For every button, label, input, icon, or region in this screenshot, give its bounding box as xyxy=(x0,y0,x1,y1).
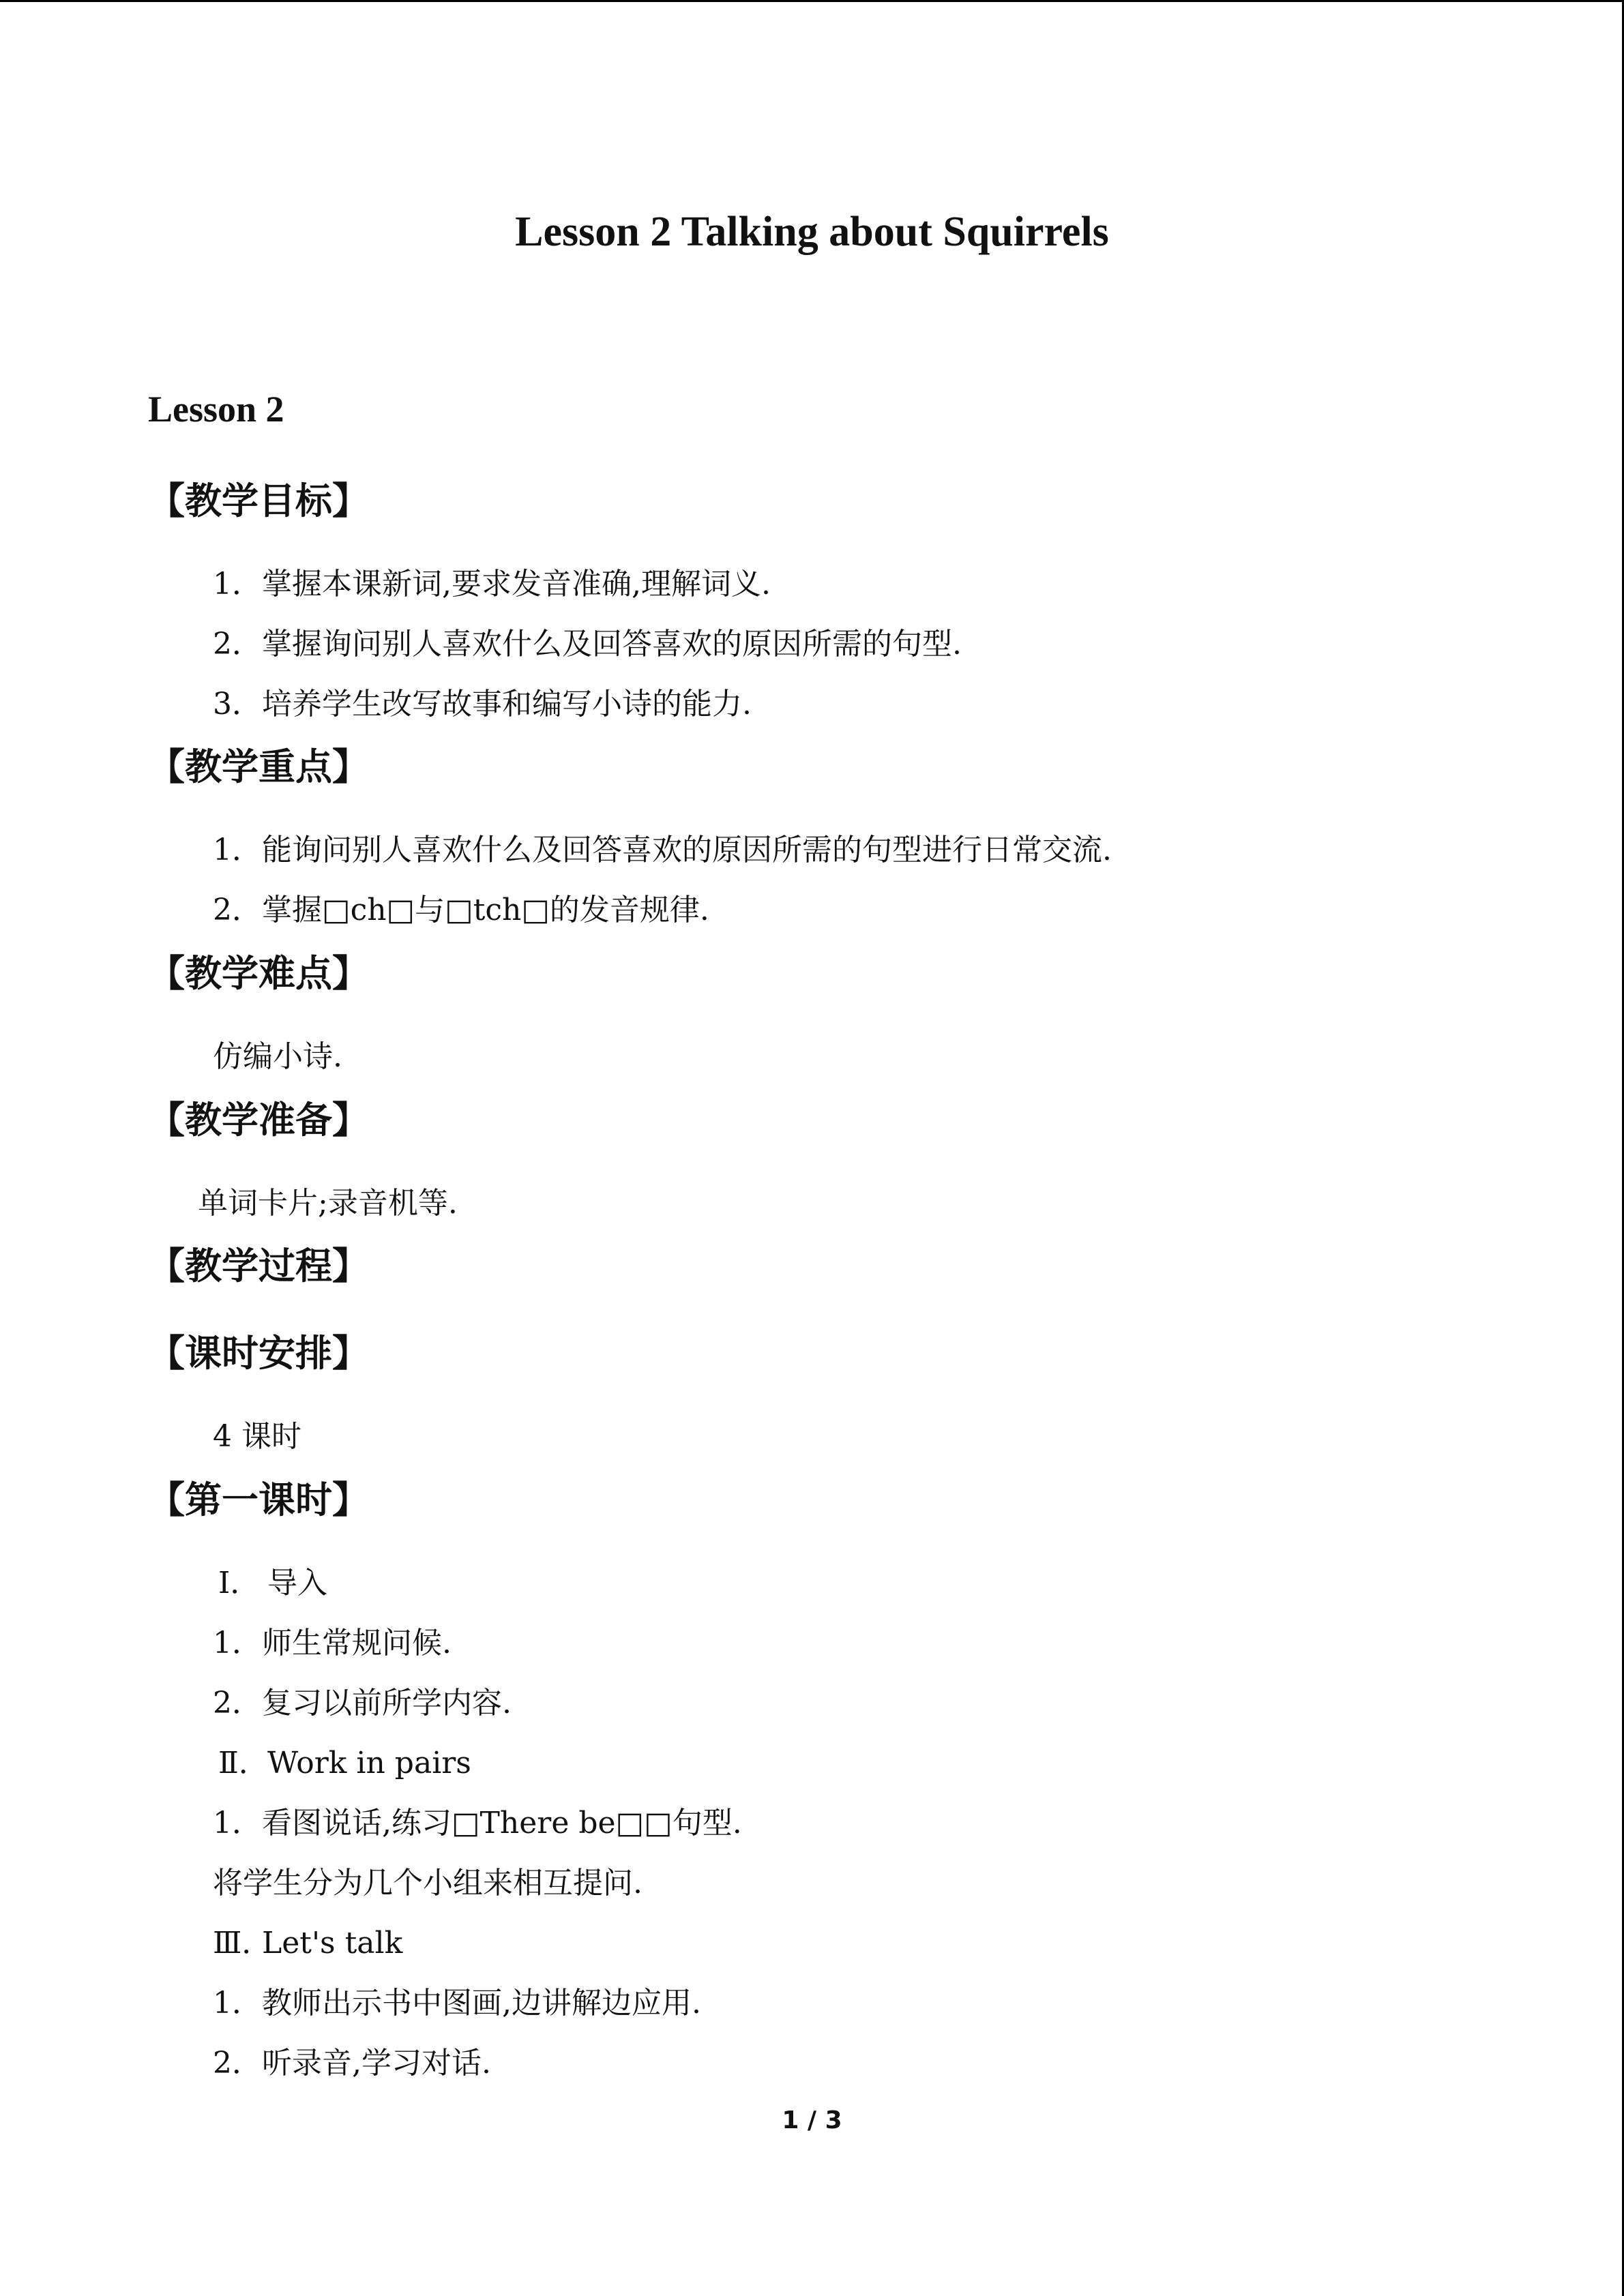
list-item xyxy=(213,1863,643,1904)
list-item xyxy=(213,1923,402,1964)
item-number: Ⅱ． xyxy=(218,1746,269,1780)
item-number: 2． xyxy=(213,893,262,927)
item-number: Ⅰ． xyxy=(218,1566,261,1600)
difficulties-text: 仿编小诗. xyxy=(213,1039,342,1074)
item-number: 3． xyxy=(213,687,262,721)
item-number: 2． xyxy=(213,627,262,661)
list-item xyxy=(213,1803,742,1844)
list-item xyxy=(213,1683,512,1724)
item-text: 教师出示书中图画,边讲解边应用. xyxy=(262,1986,701,2021)
difficulties-heading: 【教学难点】 xyxy=(148,952,369,995)
item-text: 能询问别人喜欢什么及回答喜欢的原因所需的句型进行日常交流. xyxy=(262,833,1112,867)
item-text: Work in pairs xyxy=(267,1746,471,1780)
item-text: 掌握□ch□与□tch□的发音规律. xyxy=(262,893,709,927)
list-item xyxy=(213,684,752,725)
lesson-label: Lesson 2 xyxy=(148,389,284,430)
item-number: 1． xyxy=(213,1986,262,2021)
list-item xyxy=(213,1983,701,2024)
objectives-heading: 【教学目标】 xyxy=(148,479,369,522)
schedule-heading: 【课时安排】 xyxy=(148,1332,369,1375)
item-number: Ⅲ． xyxy=(213,1926,272,1960)
list-item xyxy=(213,624,962,665)
list-item xyxy=(213,830,1112,871)
item-text: 师生常规问候. xyxy=(262,1626,452,1660)
item-text: 看图说话,练习□There be□□句型. xyxy=(262,1806,742,1840)
item-text: 听录音,学习对话. xyxy=(262,2046,491,2081)
item-text: 掌握本课新词,要求发音准确,理解词义. xyxy=(262,567,771,601)
item-text: 将学生分为几个小组来相互提问. xyxy=(213,1866,643,1900)
item-text: 培养学生改写故事和编写小诗的能力. xyxy=(262,687,752,721)
item-number: 1． xyxy=(213,833,262,867)
item-text: 导入 xyxy=(267,1566,327,1600)
page-number: 1 / 3 xyxy=(782,2106,842,2134)
list-item xyxy=(218,1563,327,1604)
schedule-text: 4 课时 xyxy=(213,1419,301,1454)
item-number: 2． xyxy=(213,2046,262,2081)
document-title: Lesson 2 Talking about Squirrels xyxy=(515,209,1109,255)
list-item xyxy=(218,1743,471,1784)
preparation-text: 单词卡片;录音机等. xyxy=(198,1186,458,1221)
item-number: 1． xyxy=(213,1806,262,1840)
process-heading: 【教学过程】 xyxy=(148,1244,369,1287)
list-item xyxy=(213,890,709,931)
list-item xyxy=(213,564,771,605)
item-text: 掌握询问别人喜欢什么及回答喜欢的原因所需的句型. xyxy=(262,627,962,661)
item-text: Let's talk xyxy=(262,1926,403,1960)
item-number: 1． xyxy=(213,567,262,601)
item-number: 1． xyxy=(213,1626,262,1660)
preparation-heading: 【教学准备】 xyxy=(148,1099,369,1142)
key-points-heading: 【教学重点】 xyxy=(148,745,369,788)
item-number: 2． xyxy=(213,1686,262,1720)
list-item xyxy=(213,1623,452,1664)
first-period-heading: 【第一课时】 xyxy=(148,1478,369,1521)
item-text: 复习以前所学内容. xyxy=(262,1686,512,1720)
list-item xyxy=(213,2043,491,2084)
